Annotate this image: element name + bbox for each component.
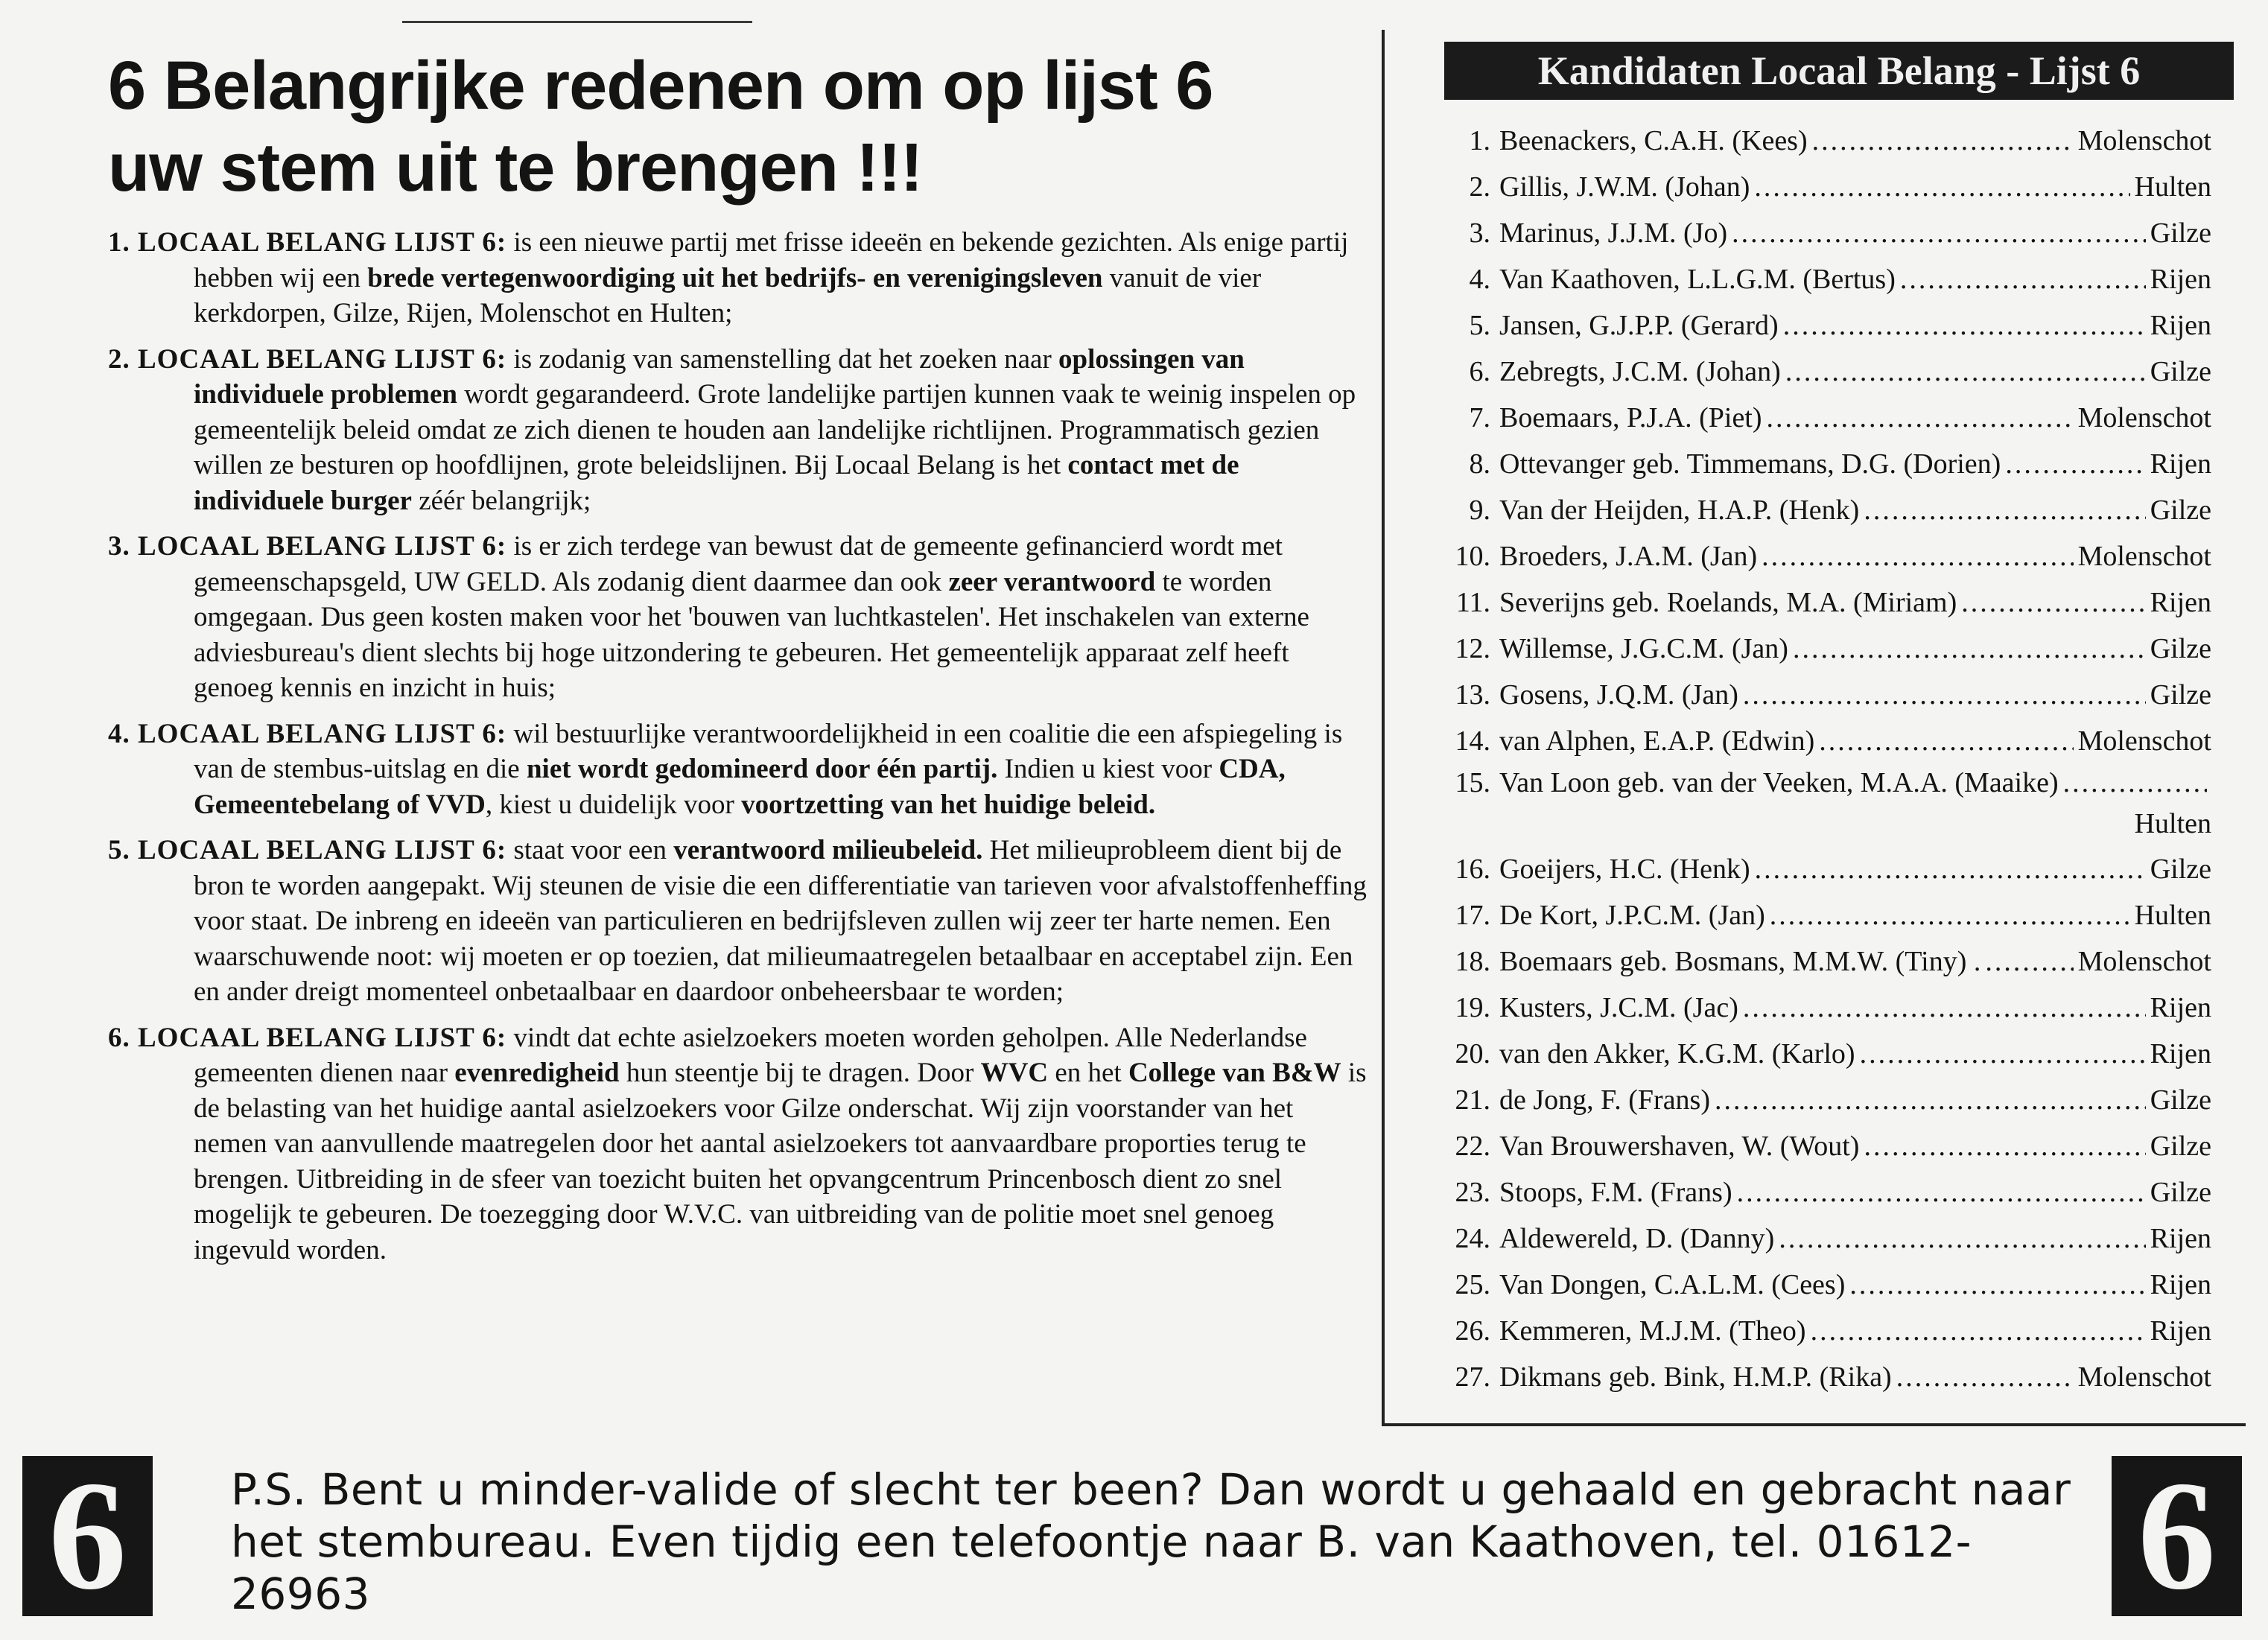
reason-emphasis: niet wordt gedomineerd door één partij.	[526, 754, 998, 784]
ps-line-2: het stembureau. Even tijdig een telefoontje naar B. van Kaathoven, tel. 01612-26963	[231, 1516, 1972, 1619]
reason-text: 5. LOCAAL BELANG LIJST 6: staat voor een verantwoord milieubeleid. Het milieuprobleem dient bij de bron te worden aangepakt. Wij steunen de visie die een differentiatie van tarieven voor afvalstoffenheffing voor staat. De inbreng en ideeën van particulieren en bedrijfsleven zullen wij zeer ter harte nemen. Een waarschuwende noot: wij moeten er op toezien, dat milieumaatregelen betaalbaar en acceptabel zijn. Een en ander dreigt momenteel onbetaalbaar en daardoor onbeheersbaar te worden;	[108, 835, 1367, 1007]
candidate-village: Rijen	[2150, 1315, 2211, 1347]
candidate-row	[1437, 892, 2211, 938]
candidate-name: Van Kaathoven, L.L.G.M. (Bertus)	[1499, 264, 1896, 295]
candidate-village: Molenschot	[2077, 946, 2211, 977]
candidate-row	[1437, 533, 2211, 579]
candidate-number: 17.	[1455, 900, 1490, 931]
ps-note	[231, 1463, 2093, 1620]
candidate-number: 3.	[1469, 217, 1490, 249]
reason-emphasis: College van B&W	[1128, 1058, 1341, 1088]
candidate-number: 10.	[1455, 541, 1490, 572]
candidate-village: Rijen	[2150, 1269, 2211, 1300]
leader-dots	[1793, 626, 2146, 672]
candidate-name: Kemmeren, M.J.M. (Theo)	[1499, 1315, 1806, 1347]
list-number-badge-left: 6	[22, 1456, 153, 1616]
candidate-row	[1437, 1215, 2211, 1262]
leader-dots	[1864, 1123, 2145, 1169]
candidate-village: Gilze	[2150, 679, 2211, 711]
candidate-number: 12.	[1455, 633, 1490, 664]
leader-dots	[2063, 764, 2207, 801]
candidate-number: 19.	[1455, 992, 1490, 1023]
candidate-row	[1437, 1077, 2211, 1123]
leader-dots	[1762, 533, 2073, 579]
candidate-row	[1437, 256, 2211, 302]
candidate-village: Gilze	[2150, 633, 2211, 664]
candidate-village: Gilze	[2150, 495, 2211, 526]
candidate-row	[1437, 1262, 2211, 1308]
candidate-number: 20.	[1455, 1038, 1490, 1070]
reason-item	[86, 1020, 1367, 1268]
candidate-village: Gilze	[2150, 1084, 2211, 1116]
candidate-number: 25.	[1455, 1269, 1490, 1300]
candidate-row	[1437, 938, 2211, 985]
candidate-row	[1437, 210, 2211, 256]
reason-emphasis: oplossingen van individuele problemen	[194, 343, 1245, 410]
candidate-name: Gillis, J.W.M. (Johan)	[1499, 171, 1750, 203]
reason-text: 6. LOCAAL BELANG LIJST 6: vindt dat echte asielzoekers moeten worden geholpen. Alle Nederlandse gemeenten dienen naar evenredigheid hun steentje bij te dragen. Door WVC en het College van B&W is de belasting van het huidige aantal asielzoekers voor Gilze onderschat. Wij zijn voorstander van het nemen van aanvullende maatregelen door het aantal asielzoekers tot aanvaardbare proporties terug te brengen. Uitbreiding in de sfeer van toezicht buiten het opvangcentrum Princenbosch dient zo snel mogelijk te gebeuren. De toezegging door W.V.C. van uitbreiding van de politie moet snel genoeg ingevuld worden.	[108, 1022, 1367, 1265]
candidate-village: Rijen	[2150, 310, 2211, 341]
candidate-number: 18.	[1455, 946, 1490, 977]
reason-emphasis: WVC	[980, 1058, 1049, 1088]
candidate-name: Willemse, J.G.C.M. (Jan)	[1499, 633, 1788, 664]
reason-text: 3. LOCAAL BELANG LIJST 6: is er zich terdege van bewust dat de gemeente gefinancierd wordt met gemeenschapsgeld, UW GELD. Als zodanig dient daarmee dan ook zeer verantwoord te worden omgegaan. Dus geen kosten maken voor het 'bouwen van luchtkastelen'. Het inschakelen van externe adviesbureau's dient slechts bij hoge uitzondering te gebeuren. Het gemeentelijk apparaat zelf heeft genoeg kennis en inzicht in huis;	[108, 531, 1309, 703]
reason-lead: 2. LOCAAL BELANG LIJST 6:	[108, 343, 507, 375]
candidate-number: 26.	[1455, 1315, 1490, 1347]
reason-emphasis: brede vertegenwoordiging uit het bedrijfs- en verenigingsleven	[367, 262, 1103, 293]
candidate-name: Dikmans geb. Bink, H.M.P. (Rika)	[1499, 1361, 1892, 1393]
leader-dots	[1811, 1308, 2146, 1354]
candidate-name: Boemaars, P.J.A. (Piet)	[1499, 402, 1762, 433]
candidate-village: Rijen	[2150, 992, 2211, 1023]
leader-dots	[1864, 487, 2145, 533]
candidate-number: 1.	[1469, 125, 1490, 156]
candidate-row	[1437, 718, 2211, 764]
candidate-row	[1437, 1308, 2211, 1354]
reason-emphasis: zeer verantwoord	[948, 566, 1156, 597]
candidate-row	[1437, 579, 2211, 626]
candidate-number: 21.	[1455, 1084, 1490, 1116]
candidate-village: Gilze	[2150, 854, 2211, 885]
leader-dots	[1860, 1031, 2146, 1077]
candidate-number: 16.	[1455, 854, 1490, 885]
candidate-row	[1437, 441, 2211, 487]
candidate-name: Goeijers, H.C. (Henk)	[1499, 854, 1750, 885]
candidate-number: 2.	[1469, 171, 1490, 203]
candidate-number: 8.	[1469, 448, 1490, 480]
candidate-village: Rijen	[2150, 587, 2211, 618]
reason-item	[86, 716, 1367, 823]
candidate-number: 24.	[1455, 1223, 1490, 1254]
reason-text: 4. LOCAAL BELANG LIJST 6: wil bestuurlijke verantwoordelijkheid in een coalitie die een afspiegeling is van de stembus-uitslag en die niet wordt gedomineerd door één partij. Indien u kiest voor CDA, Gemeentebelang of VVD, kiest u duidelijk voor voortzetting van het huidige beleid.	[108, 718, 1343, 820]
candidate-row	[1437, 164, 2211, 210]
leader-dots	[1783, 302, 2146, 349]
reason-emphasis: CDA, Gemeentebelang of VVD	[194, 754, 1286, 820]
candidate-village: Gilze	[2150, 1177, 2211, 1208]
candidate-name: Van Loon geb. van der Veeken, M.A.A. (Maaike)	[1499, 767, 2059, 798]
candidate-number: 4.	[1469, 264, 1490, 295]
leader-dots	[1770, 892, 2130, 938]
reason-emphasis: contact met de individuele burger	[194, 450, 1239, 516]
reason-lead: 3. LOCAAL BELANG LIJST 6:	[108, 531, 507, 562]
reason-lead: 4. LOCAAL BELANG LIJST 6:	[108, 718, 507, 749]
leader-dots	[1819, 718, 2073, 764]
leader-dots	[1900, 256, 2146, 302]
candidate-row	[1437, 395, 2211, 441]
reason-text: 2. LOCAAL BELANG LIJST 6: is zodanig van samenstelling dat het zoeken naar oplossingen van individuele problemen wordt gegarandeerd. Grote landelijke partijen kunnen vaak te weinig inspelen op gemeentelijk beleid omdat ze zich dienen te houden aan landelijke richtlijnen. Programmatisch gezien willen ze besturen op hoofdlijnen, grote beleidslijnen. Bij Locaal Belang is het contact met de individuele burger zéér belangrijk;	[108, 343, 1356, 516]
candidate-village: Rijen	[2150, 1223, 2211, 1254]
reason-lead: 1. LOCAAL BELANG LIJST 6:	[108, 227, 507, 258]
leader-dots	[1779, 1215, 2145, 1262]
leader-dots	[2005, 441, 2145, 487]
candidate-name: de Jong, F. (Frans)	[1499, 1084, 1710, 1116]
candidate-name: Van Brouwershaven, W. (Wout)	[1499, 1131, 1860, 1162]
candidates-list	[1437, 118, 2211, 1400]
candidate-name: Marinus, J.J.M. (Jo)	[1499, 217, 1728, 249]
reason-item	[86, 225, 1367, 331]
candidate-row	[1437, 1169, 2211, 1215]
reason-text: 1. LOCAAL BELANG LIJST 6: is een nieuwe partij met frisse ideeën en bekende gezichten. Als enige partij hebben wij een brede vertegenwoordiging uit het bedrijfs- en verenigingsleven vanuit de vier kerkdorpen, Gilze, Rijen, Molenschot en Hulten;	[108, 227, 1349, 328]
reason-emphasis: evenredigheid	[454, 1058, 620, 1088]
reason-item	[86, 529, 1367, 706]
headline-line-1: 6 Belangrijke redenen om op lijst 6	[108, 48, 1213, 124]
reason-item	[86, 833, 1367, 1010]
reasons-column	[86, 45, 1367, 1278]
candidate-village: Hulten	[2134, 900, 2211, 931]
candidate-name: van Alphen, E.A.P. (Edwin)	[1499, 725, 1815, 757]
candidate-village: Molenschot	[2077, 1361, 2211, 1393]
candidate-name: Zebregts, J.C.M. (Johan)	[1499, 356, 1781, 387]
leader-dots	[1849, 1262, 2145, 1308]
ps-line-1: P.S. Bent u minder-valide of slecht ter been? Dan wordt u gehaald en gebracht naar	[231, 1464, 2071, 1515]
candidate-village: Molenschot	[2077, 402, 2211, 433]
headline	[108, 45, 1367, 209]
list-number-badge-right: 6	[2112, 1456, 2242, 1616]
candidate-row	[1437, 985, 2211, 1031]
reason-emphasis: verantwoord milieubeleid.	[673, 835, 983, 865]
candidate-village: Rijen	[2150, 448, 2211, 480]
leader-dots	[1985, 938, 2073, 985]
leader-dots	[1812, 118, 2074, 164]
candidate-village: Molenschot	[2077, 541, 2211, 572]
candidate-name: van den Akker, K.G.M. (Karlo)	[1499, 1038, 1855, 1070]
candidate-name: Gosens, J.Q.M. (Jan)	[1499, 679, 1738, 711]
candidate-row	[1437, 1123, 2211, 1169]
candidate-village: Rijen	[2150, 1038, 2211, 1070]
leader-dots	[1785, 349, 2146, 395]
leader-dots	[1754, 164, 2129, 210]
candidate-village: Gilze	[2150, 217, 2211, 249]
candidate-row	[1437, 846, 2211, 892]
candidate-number: 14.	[1455, 725, 1490, 757]
candidate-row	[1437, 118, 2211, 164]
candidate-number: 23.	[1455, 1177, 1490, 1208]
candidate-number: 27.	[1455, 1361, 1490, 1393]
leader-dots	[1743, 985, 2146, 1031]
candidate-village: Molenschot	[2077, 125, 2211, 156]
leader-dots	[1715, 1077, 2146, 1123]
candidate-number: 11.	[1455, 587, 1490, 618]
candidate-village: Gilze	[2150, 1131, 2211, 1162]
candidate-number: 22.	[1455, 1131, 1490, 1162]
candidate-name: Ottevanger geb. Timmemans, D.G. (Dorien)	[1499, 448, 2001, 480]
candidate-name: Beenackers, C.A.H. (Kees)	[1499, 125, 1808, 156]
candidates-title: Kandidaten Locaal Belang - Lijst 6	[1444, 42, 2234, 100]
leader-dots	[1767, 395, 2074, 441]
candidate-row	[1437, 302, 2211, 349]
candidate-number: 15.	[1455, 767, 1490, 798]
leader-dots	[1961, 579, 2145, 626]
top-rule-divider	[402, 21, 752, 23]
candidate-number: 6.	[1469, 356, 1490, 387]
candidate-name: Broeders, J.A.M. (Jan)	[1499, 541, 1758, 572]
candidate-name: Jansen, G.J.P.P. (Gerard)	[1499, 310, 1779, 341]
reasons-list	[86, 225, 1367, 1268]
leader-dots	[1755, 846, 2146, 892]
candidate-name: Severijns geb. Roelands, M.A. (Miriam)	[1499, 587, 1957, 618]
reason-emphasis: voortzetting van het huidige beleid.	[741, 789, 1156, 820]
leader-dots	[1743, 672, 2146, 718]
candidate-number: 9.	[1469, 495, 1490, 526]
candidate-name: De Kort, J.P.C.M. (Jan)	[1499, 900, 1765, 931]
candidate-name: Van Dongen, C.A.L.M. (Cees)	[1499, 1269, 1846, 1300]
leader-dots	[1896, 1354, 2074, 1400]
candidate-row	[1437, 672, 2211, 718]
candidate-village: Molenschot	[2077, 725, 2211, 757]
leader-dots	[1732, 210, 2146, 256]
reason-lead: 5. LOCAAL BELANG LIJST 6:	[108, 835, 507, 865]
candidate-name: Aldewereld, D. (Danny)	[1499, 1223, 1775, 1254]
leader-dots	[1737, 1169, 2146, 1215]
candidate-name: Van der Heijden, H.A.P. (Henk)	[1499, 495, 1860, 526]
candidate-village: Rijen	[2150, 264, 2211, 295]
headline-line-2: uw stem uit te brengen !!!	[108, 130, 923, 206]
candidate-row	[1437, 1354, 2211, 1400]
candidate-number: 5.	[1469, 310, 1490, 341]
candidate-number: 7.	[1469, 402, 1490, 433]
candidate-row	[1437, 764, 2211, 846]
reason-item	[86, 342, 1367, 519]
candidate-row	[1437, 349, 2211, 395]
candidate-number: 13.	[1455, 679, 1490, 711]
reason-lead: 6. LOCAAL BELANG LIJST 6:	[108, 1022, 507, 1053]
candidate-village: Hulten	[2134, 171, 2211, 203]
candidate-row	[1437, 487, 2211, 533]
candidate-village: Hulten	[2134, 808, 2211, 839]
candidate-row	[1437, 626, 2211, 672]
candidate-row	[1437, 1031, 2211, 1077]
candidate-village: Gilze	[2150, 356, 2211, 387]
candidates-box	[1382, 30, 2246, 1426]
candidate-name: Boemaars geb. Bosmans, M.M.W. (Tiny) .	[1499, 946, 1981, 977]
candidate-name: Stoops, F.M. (Frans)	[1499, 1177, 1732, 1208]
candidate-name: Kusters, J.C.M. (Jac)	[1499, 992, 1738, 1023]
